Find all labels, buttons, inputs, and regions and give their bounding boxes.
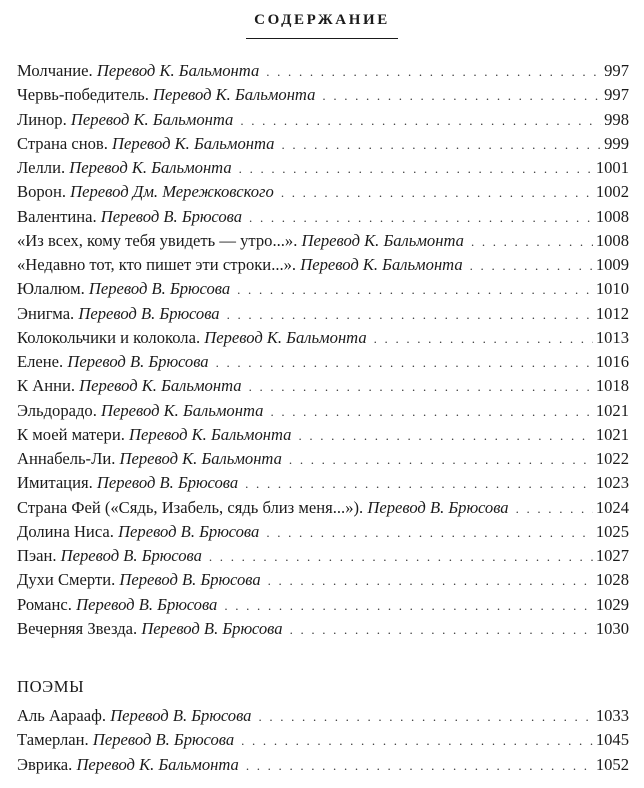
toc-entry-title (17, 728, 234, 752)
entry-title-text: «Недавно тот, кто пишет эти строки...». (17, 255, 297, 274)
toc-entry (17, 108, 629, 132)
toc-entry (17, 374, 629, 398)
toc-entry-title (17, 253, 463, 277)
toc-list-poems (17, 704, 629, 777)
dot-leader (209, 545, 593, 569)
entry-title-text: Эльдорадо. (17, 400, 97, 420)
entry-page-number: 1029 (595, 594, 629, 614)
toc-entry (17, 471, 629, 495)
entry-page-number: 997 (604, 61, 629, 80)
entry-title-text: Эврика. (17, 754, 73, 774)
toc-entry (17, 229, 629, 253)
entry-page-number: 1009 (595, 255, 629, 274)
entry-title-text: Елене. (17, 352, 64, 371)
entry-page-number: 999 (604, 133, 629, 153)
dot-leader (246, 754, 593, 778)
toc-entry-title (17, 350, 209, 374)
entry-translator: Перевод В. Брюсова (60, 546, 202, 565)
entry-page-number: 1010 (595, 279, 629, 299)
toc-entry-title (17, 423, 291, 447)
toc-entry (17, 83, 629, 107)
entry-translator: Перевод К. Бальмонта (79, 376, 242, 396)
toc-entry-title (17, 617, 283, 641)
toc-entry (17, 544, 629, 568)
toc-entry (17, 180, 629, 204)
dot-leader (249, 375, 593, 399)
entry-title-text: Пэан. (17, 546, 57, 565)
entry-title-text: Колокольчики и колокола. (17, 327, 201, 347)
dot-leader (266, 521, 593, 545)
entry-translator: Перевод К. Бальмонта (119, 449, 282, 468)
entry-page-number: 1001 (595, 158, 629, 177)
entry-title-text: Тамерлан. (17, 730, 89, 750)
entry-page-number: 1021 (595, 400, 629, 420)
entry-page-number: 997 (604, 85, 629, 105)
entry-page-number: 1022 (595, 449, 629, 468)
toc-entry-title (17, 399, 263, 423)
toc-entry (17, 423, 629, 447)
entry-title-text: Червь-победитель. (17, 85, 149, 105)
toc-entry-title (17, 568, 261, 592)
toc-entry-title (17, 496, 509, 520)
entry-translator: Перевод В. Брюсова (67, 352, 209, 371)
dot-leader (281, 181, 593, 205)
toc-entry (17, 593, 629, 617)
entry-page-number: 1008 (595, 206, 629, 226)
entry-translator: Перевод В. Брюсова (88, 279, 231, 299)
dot-leader (224, 594, 592, 618)
entry-title-text: Вечерняя Звезда. (17, 618, 138, 638)
entry-translator: Перевод К. Бальмонта (101, 400, 264, 420)
dot-leader (470, 254, 593, 278)
entry-title-text: Линор. (17, 109, 67, 129)
dot-leader (289, 448, 593, 472)
entry-translator: Перевод В. Брюсова (141, 618, 283, 638)
entry-title-text: К моей матери. (17, 424, 125, 444)
entry-title-text: Валентина. (17, 206, 97, 226)
toc-entry-title (17, 205, 242, 229)
toc-entry (17, 617, 629, 641)
dot-leader (237, 278, 593, 302)
entry-page-number: 1023 (595, 473, 629, 493)
entry-page-number: 1024 (595, 497, 629, 517)
entry-translator: Перевод К. Бальмонта (204, 327, 367, 347)
dot-leader (281, 133, 601, 157)
entry-title-text: Романс. (17, 594, 72, 614)
entry-translator: Перевод К. Бальмонта (70, 109, 234, 129)
entry-page-number: 1025 (595, 521, 629, 541)
toc-entry (17, 568, 629, 592)
dot-leader (374, 327, 593, 351)
toc-entry (17, 326, 629, 350)
toc-entry (17, 277, 629, 301)
toc-entry-title (17, 374, 242, 398)
entry-title-text: К Анни. (17, 376, 75, 396)
toc-entry-title (17, 108, 233, 132)
dot-leader (322, 84, 601, 108)
entry-page-number: 998 (604, 109, 629, 129)
toc-list (17, 59, 629, 641)
entry-page-number: 1018 (595, 376, 629, 396)
entry-translator: Перевод В. Брюсова (78, 303, 220, 323)
entry-page-number: 1021 (595, 424, 629, 444)
toc-entry-title (17, 447, 282, 471)
dot-leader (239, 157, 593, 181)
entry-title-text: Страна снов. (17, 133, 108, 153)
entry-title-text: Страна Фей («Сядь, Изабель, сядь близ меня...»). (17, 497, 364, 517)
entry-page-number: 1002 (595, 182, 629, 202)
entry-page-number: 1033 (595, 706, 629, 725)
entry-page-number: 1028 (595, 570, 629, 590)
toc-entry-title (17, 59, 259, 83)
entry-title-text: Юлалюм. (17, 279, 85, 299)
toc-entry (17, 704, 629, 728)
dot-leader (290, 618, 593, 642)
dot-leader (258, 705, 592, 729)
toc-entry-title (17, 704, 251, 728)
dot-leader (266, 60, 601, 84)
entry-translator: Перевод В. Брюсова (76, 594, 218, 614)
entry-translator: Перевод В. Брюсова (100, 206, 243, 226)
toc-entry-title (17, 229, 464, 253)
entry-page-number: 1016 (595, 352, 629, 371)
entry-title-text: Лелли. (17, 158, 66, 177)
entry-page-number: 1052 (595, 754, 629, 774)
entry-translator: Перевод К. Бальмонта (129, 424, 292, 444)
dot-leader (270, 400, 592, 424)
entry-translator: Перевод К. Бальмонта (300, 255, 463, 274)
toc-entry (17, 302, 629, 326)
entry-page-number: 1012 (595, 303, 629, 323)
entry-translator: Перевод В. Брюсова (118, 521, 260, 541)
toc-entry (17, 753, 629, 777)
dot-leader (241, 729, 593, 753)
entry-translator: Перевод К. Бальмонта (301, 230, 464, 250)
dot-leader (268, 569, 593, 593)
entry-title-text: Энигма. (17, 303, 75, 323)
entry-translator: Перевод К. Бальмонта (96, 61, 260, 80)
header-rule (246, 38, 398, 39)
toc-entry (17, 728, 629, 752)
toc-entry-title (17, 156, 232, 180)
dot-leader (245, 472, 593, 496)
entry-translator: Перевод К. Бальмонта (153, 85, 316, 105)
entry-title-text: Аль Аарааф. (17, 706, 107, 725)
toc-entry-title (17, 753, 239, 777)
entry-translator: Перевод В. Брюсова (119, 570, 261, 590)
entry-title-text: Долина Ниса. (17, 521, 114, 541)
dot-leader (516, 497, 593, 521)
entry-translator: Перевод К. Бальмонта (69, 158, 232, 177)
entry-translator: Перевод В. Брюсова (92, 730, 235, 750)
dot-leader (249, 206, 593, 230)
entry-translator: Перевод К. Бальмонта (76, 754, 239, 774)
toc-entry-title (17, 520, 259, 544)
section-heading-poems: ПОЭМЫ (17, 677, 85, 696)
toc-entry (17, 253, 629, 277)
toc-entry-title (17, 326, 367, 350)
dot-leader (471, 230, 593, 254)
entry-translator: Перевод К. Бальмонта (112, 133, 275, 153)
toc-entry-title (17, 593, 217, 617)
toc-entry (17, 132, 629, 156)
entry-title-text: Имитация. (17, 473, 93, 493)
entry-page-number: 1030 (595, 618, 629, 638)
toc-entry-title (17, 83, 315, 107)
entry-translator: Перевод В. Брюсова (367, 497, 509, 517)
toc-entry (17, 399, 629, 423)
dot-leader (227, 303, 593, 327)
entry-page-number: 1045 (595, 730, 629, 750)
toc-entry-title (17, 471, 238, 495)
page-title: СОДЕРЖАНИЕ (254, 12, 390, 28)
entry-translator: Перевод В. Брюсова (110, 706, 252, 725)
toc-entry-title (17, 544, 202, 568)
toc-entry-title (17, 302, 220, 326)
entry-title-text: Духи Смерти. (17, 570, 116, 590)
entry-title-text: «Из всех, кому тебя увидеть — утро...». (17, 230, 298, 250)
entry-page-number: 1027 (595, 546, 629, 565)
dot-leader (216, 351, 593, 375)
toc-entry (17, 496, 629, 520)
entry-title-text: Молчание. (17, 61, 93, 80)
page-header (0, 11, 644, 29)
entry-page-number: 1013 (595, 327, 629, 347)
toc-entry (17, 59, 629, 83)
entry-translator: Перевод Дм. Мережковского (70, 182, 274, 202)
toc-entry-title (17, 132, 274, 156)
dot-leader (298, 424, 592, 448)
toc-entry (17, 520, 629, 544)
toc-entry (17, 156, 629, 180)
entry-title-text: Аннабель-Ли. (17, 449, 116, 468)
entry-translator: Перевод В. Брюсова (96, 473, 239, 493)
toc-entry (17, 205, 629, 229)
entry-page-number: 1008 (595, 230, 629, 250)
entry-title-text: Ворон. (17, 182, 66, 202)
toc-entry (17, 350, 629, 374)
toc-entry-title (17, 180, 274, 204)
dot-leader (240, 109, 601, 133)
toc-entry (17, 447, 629, 471)
toc-entry-title (17, 277, 230, 301)
